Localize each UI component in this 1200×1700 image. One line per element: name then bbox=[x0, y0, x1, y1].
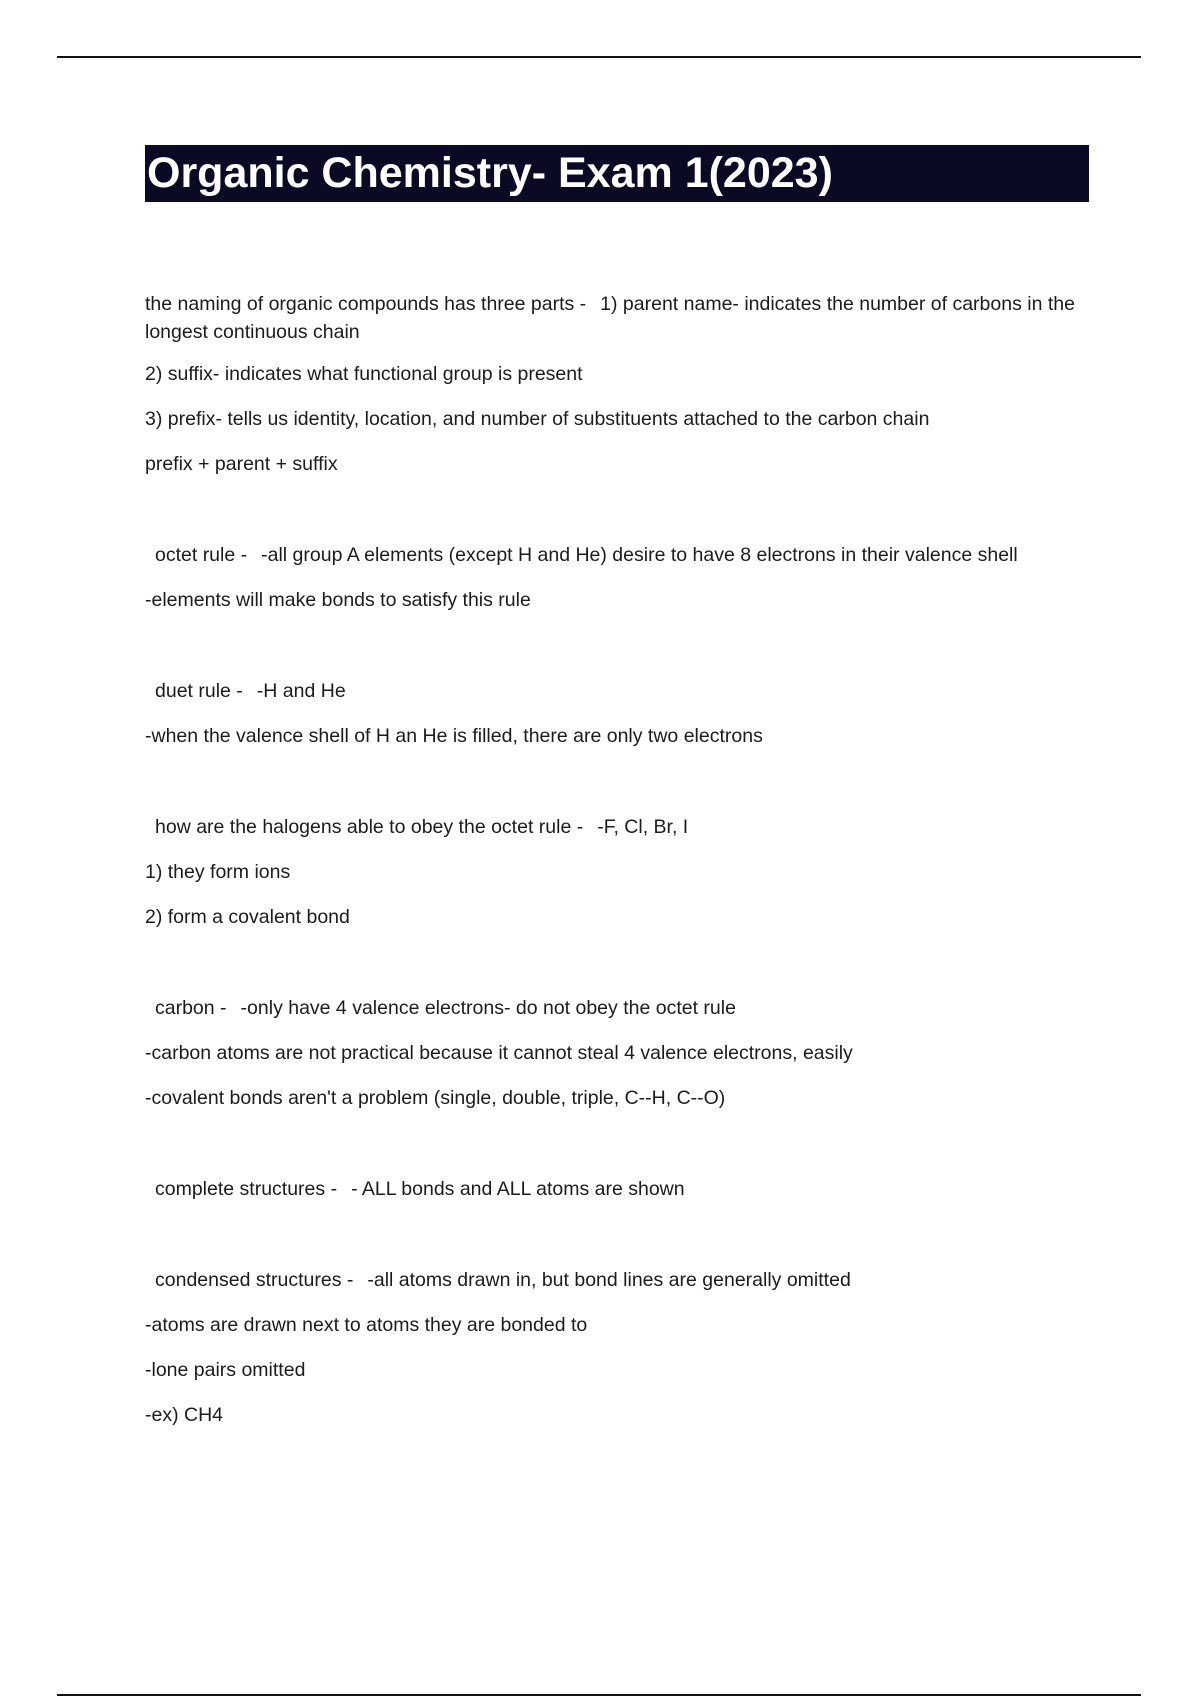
entry-term: duet rule - bbox=[155, 680, 243, 702]
entry-line: 2) suffix- indicates what functional group is present bbox=[145, 363, 583, 385]
entry-carbon-head bbox=[145, 994, 1089, 1022]
bottom-rule bbox=[57, 1694, 1141, 1696]
entry-line: 2) form a covalent bond bbox=[145, 906, 350, 928]
entry-halogens-head bbox=[145, 813, 1089, 841]
entry-definition: -only have 4 valence electrons- do not obey the octet rule bbox=[240, 997, 736, 1019]
entry-line: -atoms are drawn next to atoms they are bonded to bbox=[145, 1314, 588, 1336]
entry-separator bbox=[145, 948, 1089, 994]
entry-term: carbon - bbox=[155, 997, 227, 1019]
entry-line: -lone pairs omitted bbox=[145, 1359, 306, 1381]
entry-octet-head bbox=[145, 541, 1089, 569]
entry-line: -ex) CH4 bbox=[145, 1404, 224, 1426]
flashcard-list bbox=[145, 290, 1089, 1446]
entry-definition: 1) parent name- indicates the number of carbons in the longest continuous chain bbox=[145, 293, 1075, 343]
entry-definition: - ALL bonds and ALL atoms are shown bbox=[351, 1178, 685, 1200]
entry-line: -covalent bonds aren't a problem (single, double, triple, C--H, C--O) bbox=[145, 1087, 726, 1109]
entry-term: how are the halogens able to obey the octet rule - bbox=[155, 816, 584, 838]
entry-term: complete structures - bbox=[155, 1178, 338, 1200]
entry-separator bbox=[145, 767, 1089, 813]
document-title: Organic Chemistry- Exam 1(2023) bbox=[145, 145, 1089, 202]
entry-complete-structures-head bbox=[145, 1175, 1089, 1203]
entry-separator bbox=[145, 495, 1089, 541]
entry-line: -when the valence shell of H an He is filled, there are only two electrons bbox=[145, 725, 763, 747]
entry-definition: -all atoms drawn in, but bond lines are generally omitted bbox=[367, 1269, 851, 1291]
entry-line: -carbon atoms are not practical because it cannot steal 4 valence electrons, easily bbox=[145, 1042, 853, 1064]
entry-separator bbox=[145, 631, 1089, 677]
entry-line: 3) prefix- tells us identity, location, and number of substituents attached to the carbon chain bbox=[145, 408, 930, 430]
entry-definition: -F, Cl, Br, I bbox=[597, 816, 689, 838]
entry-line: 1) they form ions bbox=[145, 861, 291, 883]
entry-separator bbox=[145, 1129, 1089, 1175]
entry-term: condensed structures - bbox=[155, 1269, 354, 1291]
entry-line: -elements will make bonds to satisfy this rule bbox=[145, 589, 531, 611]
entry-condensed-structures-head bbox=[145, 1266, 1089, 1294]
entry-term: octet rule - bbox=[155, 544, 248, 566]
entry-term: the naming of organic compounds has three parts - bbox=[145, 293, 587, 315]
entry-separator bbox=[145, 1220, 1089, 1266]
entry-naming-head bbox=[145, 290, 1089, 346]
entry-duet-head bbox=[145, 677, 1089, 705]
entry-definition: -H and He bbox=[256, 680, 346, 702]
entry-line: prefix + parent + suffix bbox=[145, 453, 338, 475]
top-rule bbox=[57, 56, 1141, 58]
entry-definition: -all group A elements (except H and He) desire to have 8 electrons in their valence shell bbox=[261, 544, 1018, 566]
